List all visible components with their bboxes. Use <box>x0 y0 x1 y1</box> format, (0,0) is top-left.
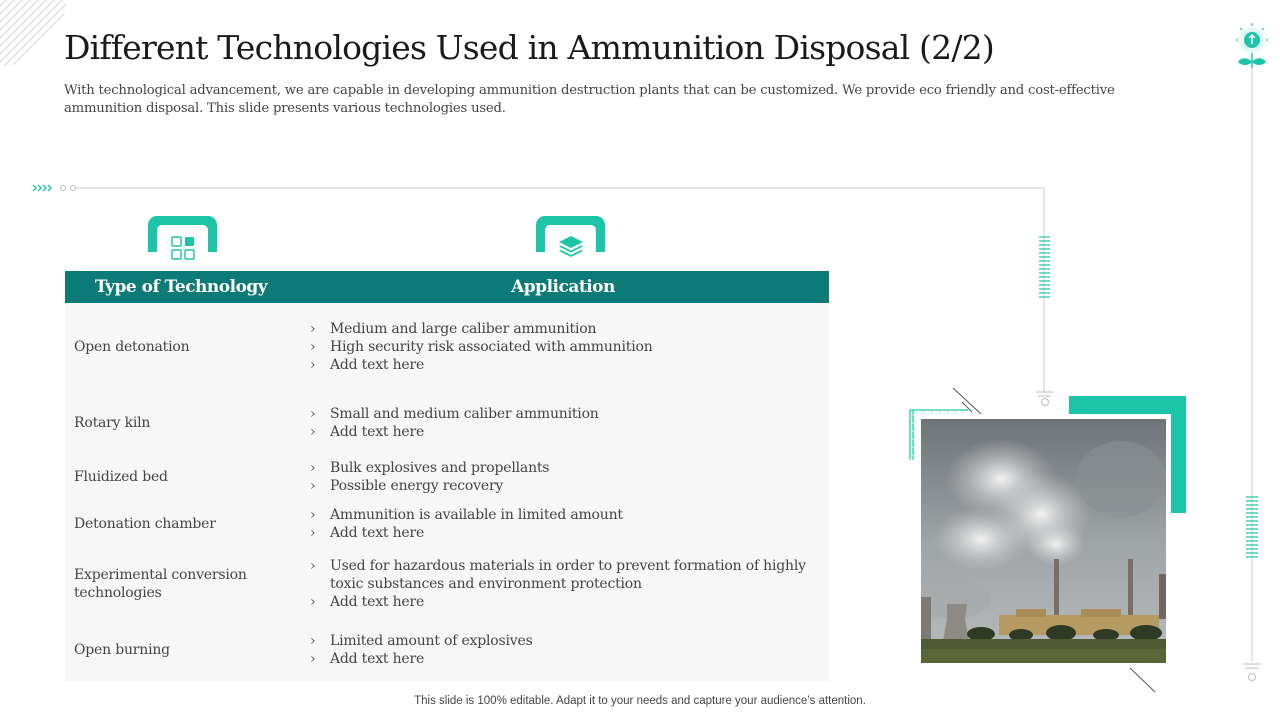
technologies-table <box>65 271 829 681</box>
grid-icon <box>171 236 195 260</box>
technology-type-cell: Fluidized bed <box>65 455 297 499</box>
application-cell <box>297 303 829 391</box>
smokestack-image <box>921 419 1166 663</box>
table-row <box>65 391 829 455</box>
application-tab <box>536 216 605 252</box>
application-item: › Possible energy recovery <box>310 477 811 495</box>
layers-icon <box>557 234 585 258</box>
application-cell <box>297 391 829 455</box>
application-item: › Ammunition is available in limited amount <box>310 506 811 524</box>
slide-footer-note: This slide is 100% editable. Adapt it to your needs and capture your audience’s attention. <box>414 695 866 707</box>
chevrons-arrow-icon <box>33 185 51 191</box>
application-item: › Add text here <box>310 650 811 668</box>
power-plant-photo <box>916 414 1171 668</box>
table-row <box>65 499 829 549</box>
application-cell <box>297 619 829 681</box>
application-cell <box>297 499 829 549</box>
application-item: › Used for hazardous materials in order to prevent formation of highly toxic substances and environment protection <box>310 557 811 593</box>
table-row <box>65 549 829 619</box>
application-item: › Bulk explosives and propellants <box>310 459 811 477</box>
application-cell <box>297 455 829 499</box>
technology-type-cell: Rotary kiln <box>65 391 297 455</box>
application-item: › Add text here <box>310 524 811 542</box>
application-item: › Limited amount of explosives <box>310 632 811 650</box>
lightbulb-plant-icon <box>1236 23 1268 68</box>
application-item: › Add text here <box>310 593 811 611</box>
type-of-technology-tab <box>148 216 217 252</box>
table-row <box>65 303 829 391</box>
technology-type-cell: Detonation chamber <box>65 499 297 549</box>
application-item: › Small and medium caliber ammunition <box>310 405 811 423</box>
header-application: Application <box>297 271 829 303</box>
technology-type-cell: Open burning <box>65 619 297 681</box>
application-item: › Add text here <box>310 356 811 374</box>
header-type-of-technology: Type of Technology <box>65 271 297 303</box>
slide-title: Different Technologies Used in Ammunition Disposal (2/2) <box>64 28 994 67</box>
table-row <box>65 455 829 499</box>
table-row <box>65 619 829 681</box>
slide-subtitle: With technological advancement, we are capable in developing ammunition destruction plants that can be customized. We provide eco friendly and cost-effective ammunition disposal. This slide presents various technologies used. <box>64 83 1115 116</box>
application-item: › Medium and large caliber ammunition <box>310 320 811 338</box>
application-item: › High security risk associated with ammunition <box>310 338 811 356</box>
table-header-row <box>65 271 829 303</box>
application-item: › Add text here <box>310 423 811 441</box>
technology-type-cell: Open detonation <box>65 303 297 391</box>
technology-type-cell: Experimental conversion technologies <box>65 549 297 619</box>
application-cell <box>297 549 829 619</box>
